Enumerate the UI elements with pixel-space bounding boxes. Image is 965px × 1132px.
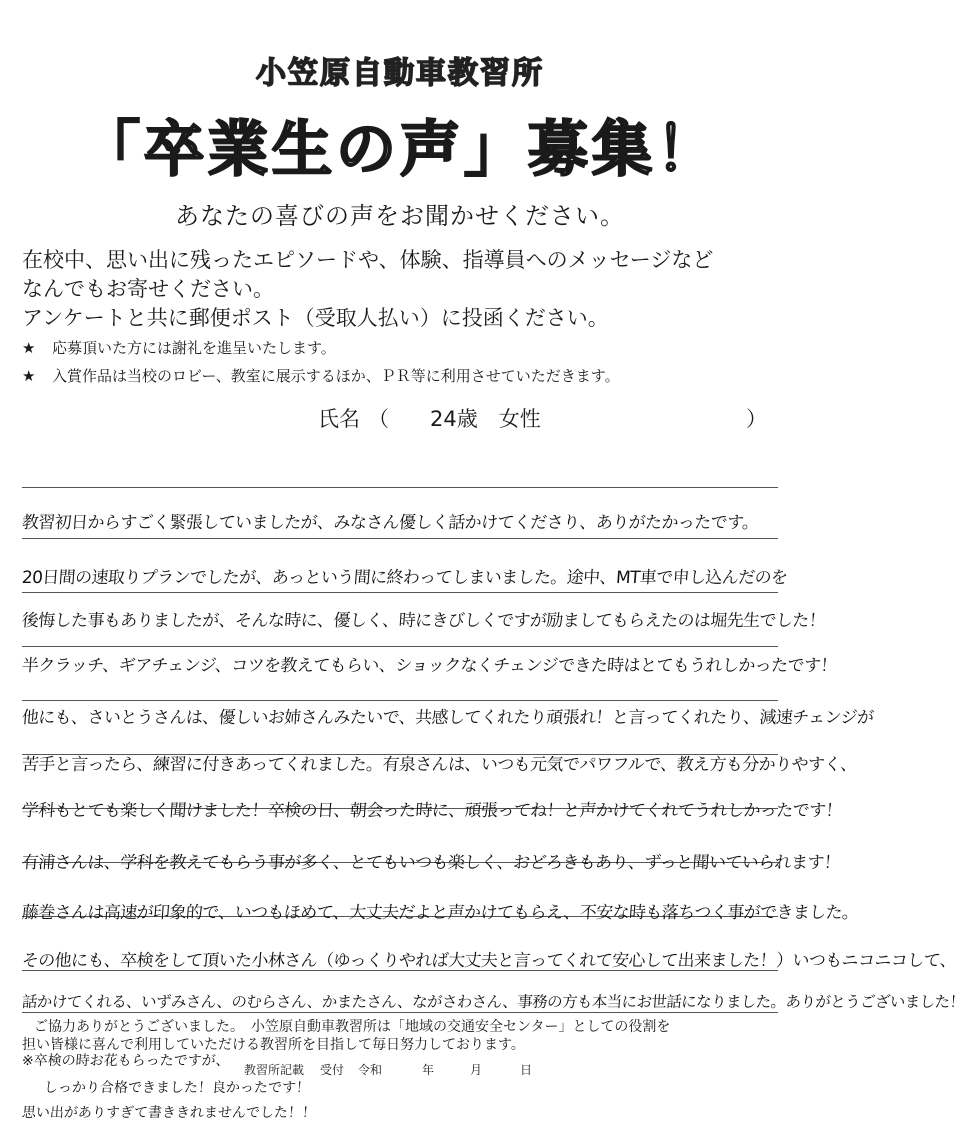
subheadline: あなたの喜びの声をお聞かせください。 [175,202,625,230]
message-line: 他にも、さいとうさんは、優しいお姉さんみたいで、共感してくれたり頑張れ！と言ってくれたり、減速チェンジが [21,708,875,728]
message-line: 後悔した事もありましたが、そんな時に、優しく、時にきびしくですが励ましてもらえたのは堀先生でした！ [21,611,826,631]
note-item [22,337,336,358]
footer-line-1: ご協力ありがとうございました。 小笠原自動車教習所は「地域の交通安全センター」としての役割を [34,1019,671,1035]
open-paren: （ [368,407,389,431]
message-line: 有浦さんは、学科を教えてもらう事が多く、とてもいつも楽しく、おどろきもあり、ずっと聞いていられます！ [21,853,841,873]
message-line: 半クラッチ、ギアチェンジ、コツを教えてもらい、ショックなくチェンジできた時はとてもうれしかったです！ [21,656,838,676]
postscript-line: 思い出がありすぎて書ききれませんでした！！ [21,1105,317,1121]
message-line: 学科もとても楽しく聞けました！卒検の日、朝会った時に、頑張ってね！と声かけてくれてうれしかったです！ [21,801,843,821]
rule-line [22,700,778,701]
postscript-line: ※卒検の時お花もらったですが、 [21,1053,231,1069]
footer-line-2: 担い皆様に喜んで利用していただける教習所を目指して毎日努力しております。 [22,1037,525,1053]
era-label: 令和 [358,1063,383,1077]
rule-line [22,1012,778,1013]
headline: 「卒業生の声」募集！ [80,115,720,185]
message-line: 話かけてくれる、いずみさん、のむらさん、かまたさん、ながさわさん、事務の方も本当にお世話になりました。ありがとうございました！ [21,993,965,1011]
office-use-row [244,1061,544,1077]
rule-line [22,538,778,539]
postscript-line: しっかり合格できました！良かったです！ [43,1080,311,1096]
message-line: 苦手と言ったら、練習に付きあってくれました。有泉さんは、いつも元気でパワフルで、教え方も分かりやすく、 [21,755,858,775]
name-value[interactable]: 24歳 女性 [430,407,541,431]
close-paren: ） [746,407,767,431]
school-name: 小笠原自動車教習所 [256,56,544,91]
note-item [22,365,620,386]
month-label: 月 [470,1063,483,1077]
received-label: 受付 [320,1063,345,1077]
message-line: 教習初日からすごく緊張していましたが、みなさん優しく話かけてくださり、ありがたかったです。 [21,513,760,533]
intro-line-1: 在校中、思い出に残ったエピソードや、体験、指導員へのメッセージなど [22,248,714,272]
note-text: 入賞作品は当校のロビー、教室に展示するほか、ＰＲ等に利用させていただきます。 [52,367,620,385]
message-line: 藤巻さんは高速が印象的で、いつもほめて、大丈夫だよと声かけてもらえ、不安な時も落ちつく事ができました。 [21,903,860,923]
name-label: 氏名 [318,407,360,431]
rule-line [22,646,778,647]
message-line: 20日間の速取りプランでしたが、あっという間に終わってしまいました。途中、MT車で申し込んだのを [21,568,789,588]
name-field[interactable] [318,403,768,437]
rule-line [22,487,778,488]
star-icon: ★ [22,339,36,357]
star-icon: ★ [22,367,36,385]
message-line: その他にも、卒検をして頂いた小林さん（ゆっくりやれば大丈夫と言ってくれて安心して出来ました！）いつもニコニコして、 [21,951,957,971]
year-label: 年 [422,1063,435,1077]
intro-line-3: アンケートと共に郵便ポスト（受取人払い）に投函ください。 [22,306,609,330]
day-label: 日 [520,1063,533,1077]
note-text: 応募頂いた方には謝礼を進呈いたします。 [52,339,336,357]
office-use-label: 教習所記載 [244,1063,305,1077]
intro-line-2: なんでもお寄せください。 [22,277,274,301]
rule-line [22,592,778,593]
